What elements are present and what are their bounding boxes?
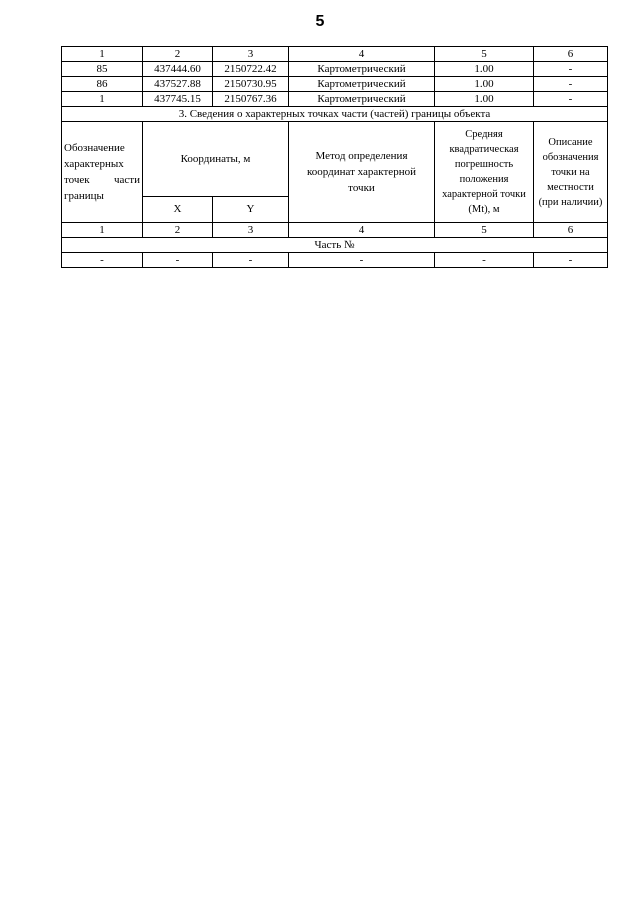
page-number: 5 [315, 13, 325, 30]
column-number: 6 [534, 223, 608, 238]
column-number: 2 [143, 223, 213, 238]
section-header-row [62, 122, 608, 197]
table-row [62, 253, 608, 268]
table-header-numbers [62, 47, 608, 62]
point-description: - [534, 253, 608, 268]
part-label: Часть № [62, 238, 608, 253]
characteristic-points-table [61, 46, 608, 268]
column-number: 1 [62, 223, 143, 238]
column-number: 4 [289, 223, 435, 238]
header-number: 2 [143, 47, 213, 62]
header-number: 6 [534, 47, 608, 62]
method: Картометрический [289, 62, 435, 77]
table-row [62, 62, 608, 77]
point-designation: 86 [62, 77, 143, 92]
header-coordinates: Координаты, м [143, 122, 289, 197]
point-description: - [534, 77, 608, 92]
column-numbers-row [62, 223, 608, 238]
header-number: 3 [213, 47, 289, 62]
point-designation: 85 [62, 62, 143, 77]
coord-y: 2150722.42 [213, 62, 289, 77]
method: Картометрический [289, 92, 435, 107]
column-number: 3 [213, 223, 289, 238]
method: Картометрический [289, 77, 435, 92]
point-description: - [534, 62, 608, 77]
point-description: - [534, 92, 608, 107]
header-description: Описание обозначения точки на местности (при наличии) [534, 122, 608, 223]
point-designation: - [62, 253, 143, 268]
header-designation: Обозначение характерных точек части границы [62, 122, 143, 223]
mean-error: 1.00 [435, 77, 534, 92]
coord-x: 437444.60 [143, 62, 213, 77]
table-row [62, 77, 608, 92]
header-x: X [143, 197, 213, 223]
section-title: 3. Сведения о характерных точках части (частей) границы объекта [62, 107, 608, 122]
coord-y: 2150730.95 [213, 77, 289, 92]
column-number: 5 [435, 223, 534, 238]
header-number: 4 [289, 47, 435, 62]
part-row [62, 238, 608, 253]
section-title-row [62, 107, 608, 122]
point-designation: 1 [62, 92, 143, 107]
mean-error: 1.00 [435, 62, 534, 77]
header-number: 1 [62, 47, 143, 62]
coord-x: 437527.88 [143, 77, 213, 92]
header-mean-error: Средняя квадратическая погрешность положения характерной точки (Mt), м [435, 122, 534, 223]
coord-y: 2150767.36 [213, 92, 289, 107]
table-row [62, 92, 608, 107]
coord-x: 437745.15 [143, 92, 213, 107]
mean-error: 1.00 [435, 92, 534, 107]
coord-x: - [143, 253, 213, 268]
method: - [289, 253, 435, 268]
header-method: Метод определения координат характерной точки [289, 122, 435, 223]
header-y: Y [213, 197, 289, 223]
coord-y: - [213, 253, 289, 268]
mean-error: - [435, 253, 534, 268]
header-number: 5 [435, 47, 534, 62]
